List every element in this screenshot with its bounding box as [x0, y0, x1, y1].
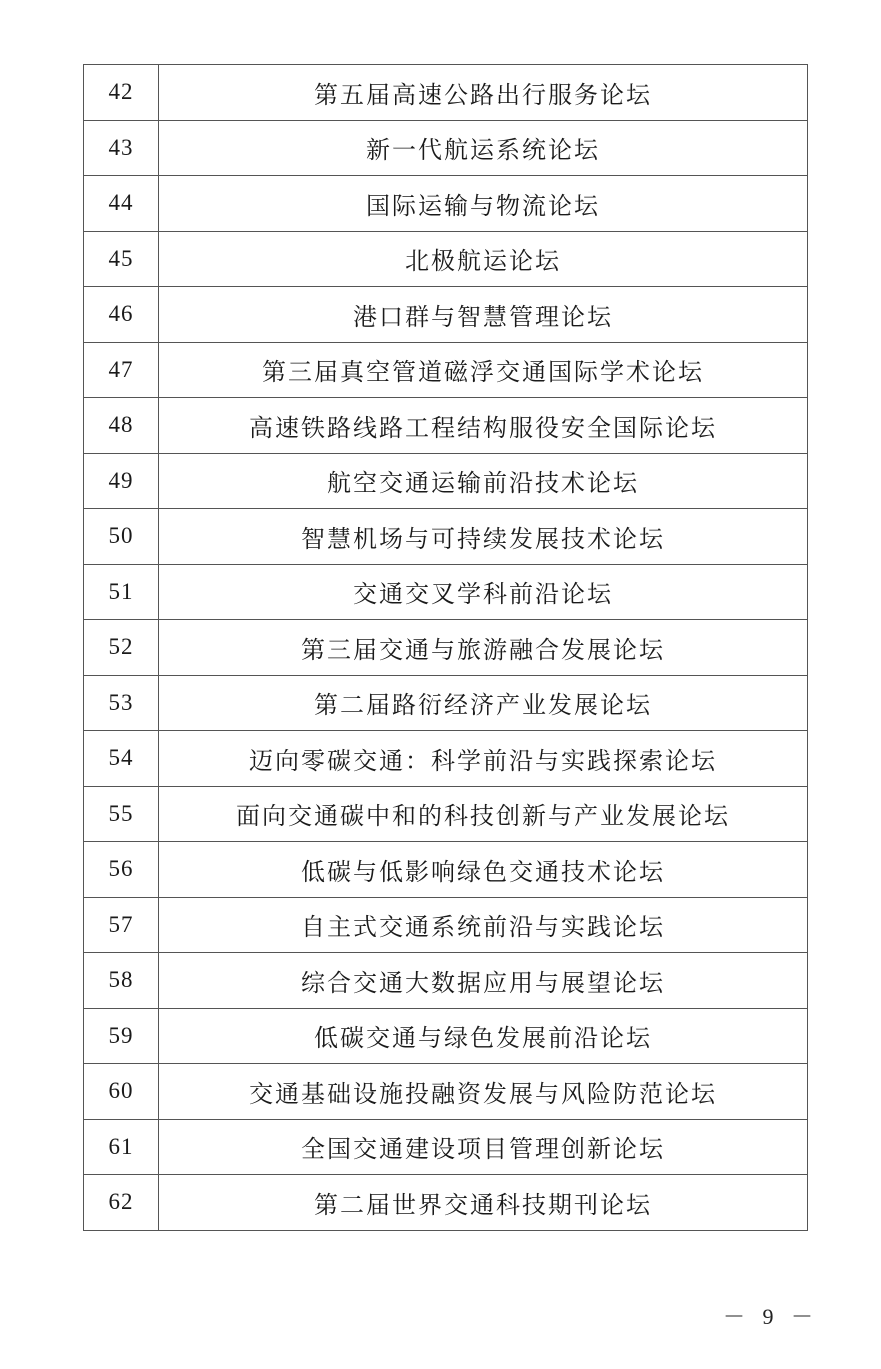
forum-title: 综合交通大数据应用与展望论坛	[159, 953, 808, 1009]
row-number: 59	[84, 1008, 159, 1064]
forum-title: 北极航运论坛	[159, 231, 808, 287]
table-row	[84, 731, 808, 787]
row-number: 46	[84, 287, 159, 343]
forum-title: 第三届真空管道磁浮交通国际学术论坛	[159, 342, 808, 398]
forum-title: 迈向零碳交通：科学前沿与实践探索论坛	[159, 731, 808, 787]
table-row	[84, 509, 808, 565]
forum-title: 低碳与低影响绿色交通技术论坛	[159, 842, 808, 898]
forum-title: 航空交通运输前沿技术论坛	[159, 453, 808, 509]
row-number: 60	[84, 1064, 159, 1120]
row-number: 58	[84, 953, 159, 1009]
table-row	[84, 453, 808, 509]
forum-title: 第二届路衍经济产业发展论坛	[159, 675, 808, 731]
table-row	[84, 675, 808, 731]
row-number: 56	[84, 842, 159, 898]
table-row	[84, 1175, 808, 1231]
row-number: 48	[84, 398, 159, 454]
row-number: 52	[84, 620, 159, 676]
forum-title: 国际运输与物流论坛	[159, 176, 808, 232]
forum-title: 第二届世界交通科技期刊论坛	[159, 1175, 808, 1231]
table-row	[84, 1008, 808, 1064]
forum-title: 新一代航运系统论坛	[159, 120, 808, 176]
forum-title: 第三届交通与旅游融合发展论坛	[159, 620, 808, 676]
row-number: 55	[84, 786, 159, 842]
table-row	[84, 620, 808, 676]
forum-title: 交通交叉学科前沿论坛	[159, 564, 808, 620]
table-row	[84, 398, 808, 454]
forum-title: 自主式交通系统前沿与实践论坛	[159, 897, 808, 953]
table-row	[84, 953, 808, 1009]
row-number: 42	[84, 65, 159, 121]
forum-title: 智慧机场与可持续发展技术论坛	[159, 509, 808, 565]
row-number: 45	[84, 231, 159, 287]
table-row	[84, 1119, 808, 1175]
row-number: 61	[84, 1119, 159, 1175]
row-number: 50	[84, 509, 159, 565]
forum-title: 港口群与智慧管理论坛	[159, 287, 808, 343]
forum-list-table	[83, 64, 808, 1231]
table-row	[84, 65, 808, 121]
table-row	[84, 342, 808, 398]
row-number: 51	[84, 564, 159, 620]
forum-title: 高速铁路线路工程结构服役安全国际论坛	[159, 398, 808, 454]
row-number: 43	[84, 120, 159, 176]
row-number: 44	[84, 176, 159, 232]
row-number: 47	[84, 342, 159, 398]
forum-title: 全国交通建设项目管理创新论坛	[159, 1119, 808, 1175]
table-row	[84, 897, 808, 953]
row-number: 57	[84, 897, 159, 953]
table-row	[84, 120, 808, 176]
forum-list-body	[84, 65, 808, 1231]
row-number: 62	[84, 1175, 159, 1231]
forum-title: 面向交通碳中和的科技创新与产业发展论坛	[159, 786, 808, 842]
page-number: － 9 －	[722, 1304, 819, 1329]
row-number: 54	[84, 731, 159, 787]
forum-title: 低碳交通与绿色发展前沿论坛	[159, 1008, 808, 1064]
row-number: 53	[84, 675, 159, 731]
table-row	[84, 564, 808, 620]
table-row	[84, 786, 808, 842]
forum-title: 第五届高速公路出行服务论坛	[159, 65, 808, 121]
table-row	[84, 231, 808, 287]
table-row	[84, 842, 808, 898]
table-row	[84, 287, 808, 343]
table-row	[84, 1064, 808, 1120]
row-number: 49	[84, 453, 159, 509]
table-row	[84, 176, 808, 232]
forum-title: 交通基础设施投融资发展与风险防范论坛	[159, 1064, 808, 1120]
